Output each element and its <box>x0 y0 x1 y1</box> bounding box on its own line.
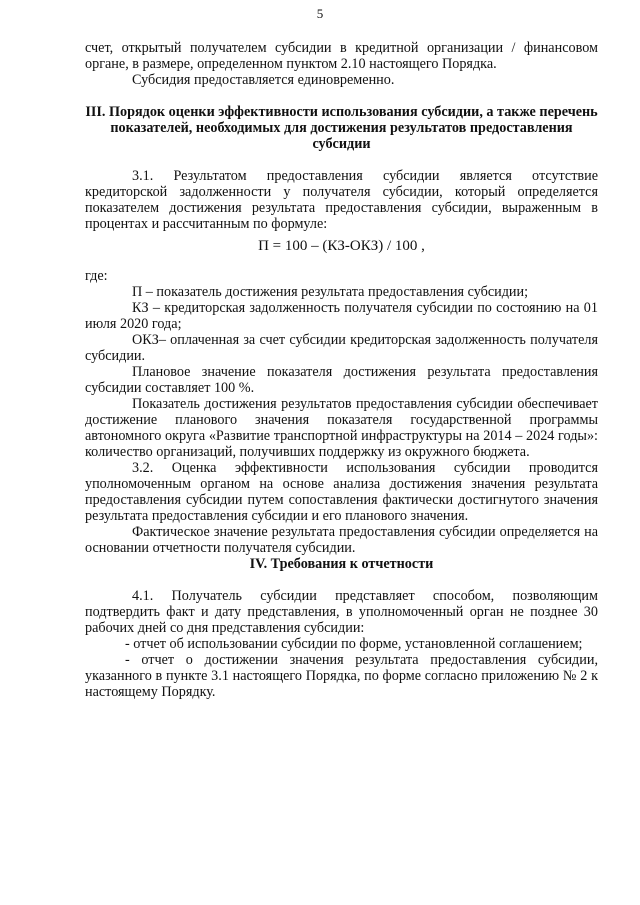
section-3-point-1-block <box>85 168 598 232</box>
indicator-paragraph: Показатель достижения результатов предоставления субсидии обеспечивает достижение планового значения показателя государственной программы автономного округа «Развитие транспортной инфраструктуры на 2014 – 2024 годы»: количество организаций, получивших поддержку из окружного бюджета. <box>85 396 598 460</box>
actual-value-paragraph: Фактическое значение результата предоставления субсидии определяется на основании отчетности получателя субсидии. <box>85 524 598 556</box>
formula-block <box>85 238 598 254</box>
definitions-block <box>85 268 598 556</box>
page-number: 5 <box>316 6 324 21</box>
section-3-heading: III. Порядок оценки эффективности использования субсидии, а также перечень показателей, необходимых для достижения результатов предоставления субсидии <box>85 104 598 152</box>
section-4-heading-block <box>85 556 598 572</box>
planned-value-paragraph: Плановое значение показателя достижения результата предоставления субсидии составляет 100 %. <box>85 364 598 396</box>
single-payment-paragraph: Субсидия предоставляется единовременно. <box>132 72 395 88</box>
intro-block <box>85 40 598 88</box>
intro-paragraph: счет, открытый получателем субсидии в кредитной организации / финансовом органе, в размере, определенном пунктом 2.10 настоящего Порядка. <box>85 40 598 72</box>
point-3-1-paragraph: 3.1. Результатом предоставления субсидии является отсутствие кредиторской задолженности у получателя субсидии, который определяется показателем достижения результата предоставления субсидии, выраженным в процентах и рассчитанным по формуле: <box>85 168 598 232</box>
formula: П = 100 – (КЗ-ОКЗ) / 100 , <box>258 238 425 254</box>
definition-okz: ОКЗ– оплаченная за счет субсидии кредиторская задолженность получателя субсидии. <box>85 332 598 364</box>
point-3-2-paragraph: 3.2. Оценка эффективности использования субсидии проводится уполномоченным органом на основе анализа достижения значения результата предоставления субсидии путем сопоставления фактически достигнутого значения результата предоставления субсидии и его планового значения. <box>85 460 598 524</box>
section-4-body <box>85 588 598 700</box>
report-item-usage: - отчет об использовании субсидии по форме, установленной соглашением; <box>125 636 583 652</box>
definition-kz: КЗ – кредиторская задолженность получателя субсидии по состоянию на 01 июля 2020 года; <box>85 300 598 332</box>
section-4-heading: IV. Требования к отчетности <box>249 556 434 572</box>
section-3-heading-block <box>85 104 598 152</box>
report-item-achievement: - отчет о достижении значения результата предоставления субсидии, указанного в пункте 3.1 настоящего Порядка, по форме согласно приложению № 2 к настоящему Порядку. <box>85 652 598 700</box>
point-4-1-paragraph: 4.1. Получатель субсидии представляет способом, позволяющим подтвердить факт и дату представления, в уполномоченный орган не позднее 30 рабочих дней со дня представления субсидии: <box>85 588 598 636</box>
where-label: где: <box>85 268 108 284</box>
definition-p: П – показатель достижения результата предоставления субсидии; <box>132 284 529 300</box>
